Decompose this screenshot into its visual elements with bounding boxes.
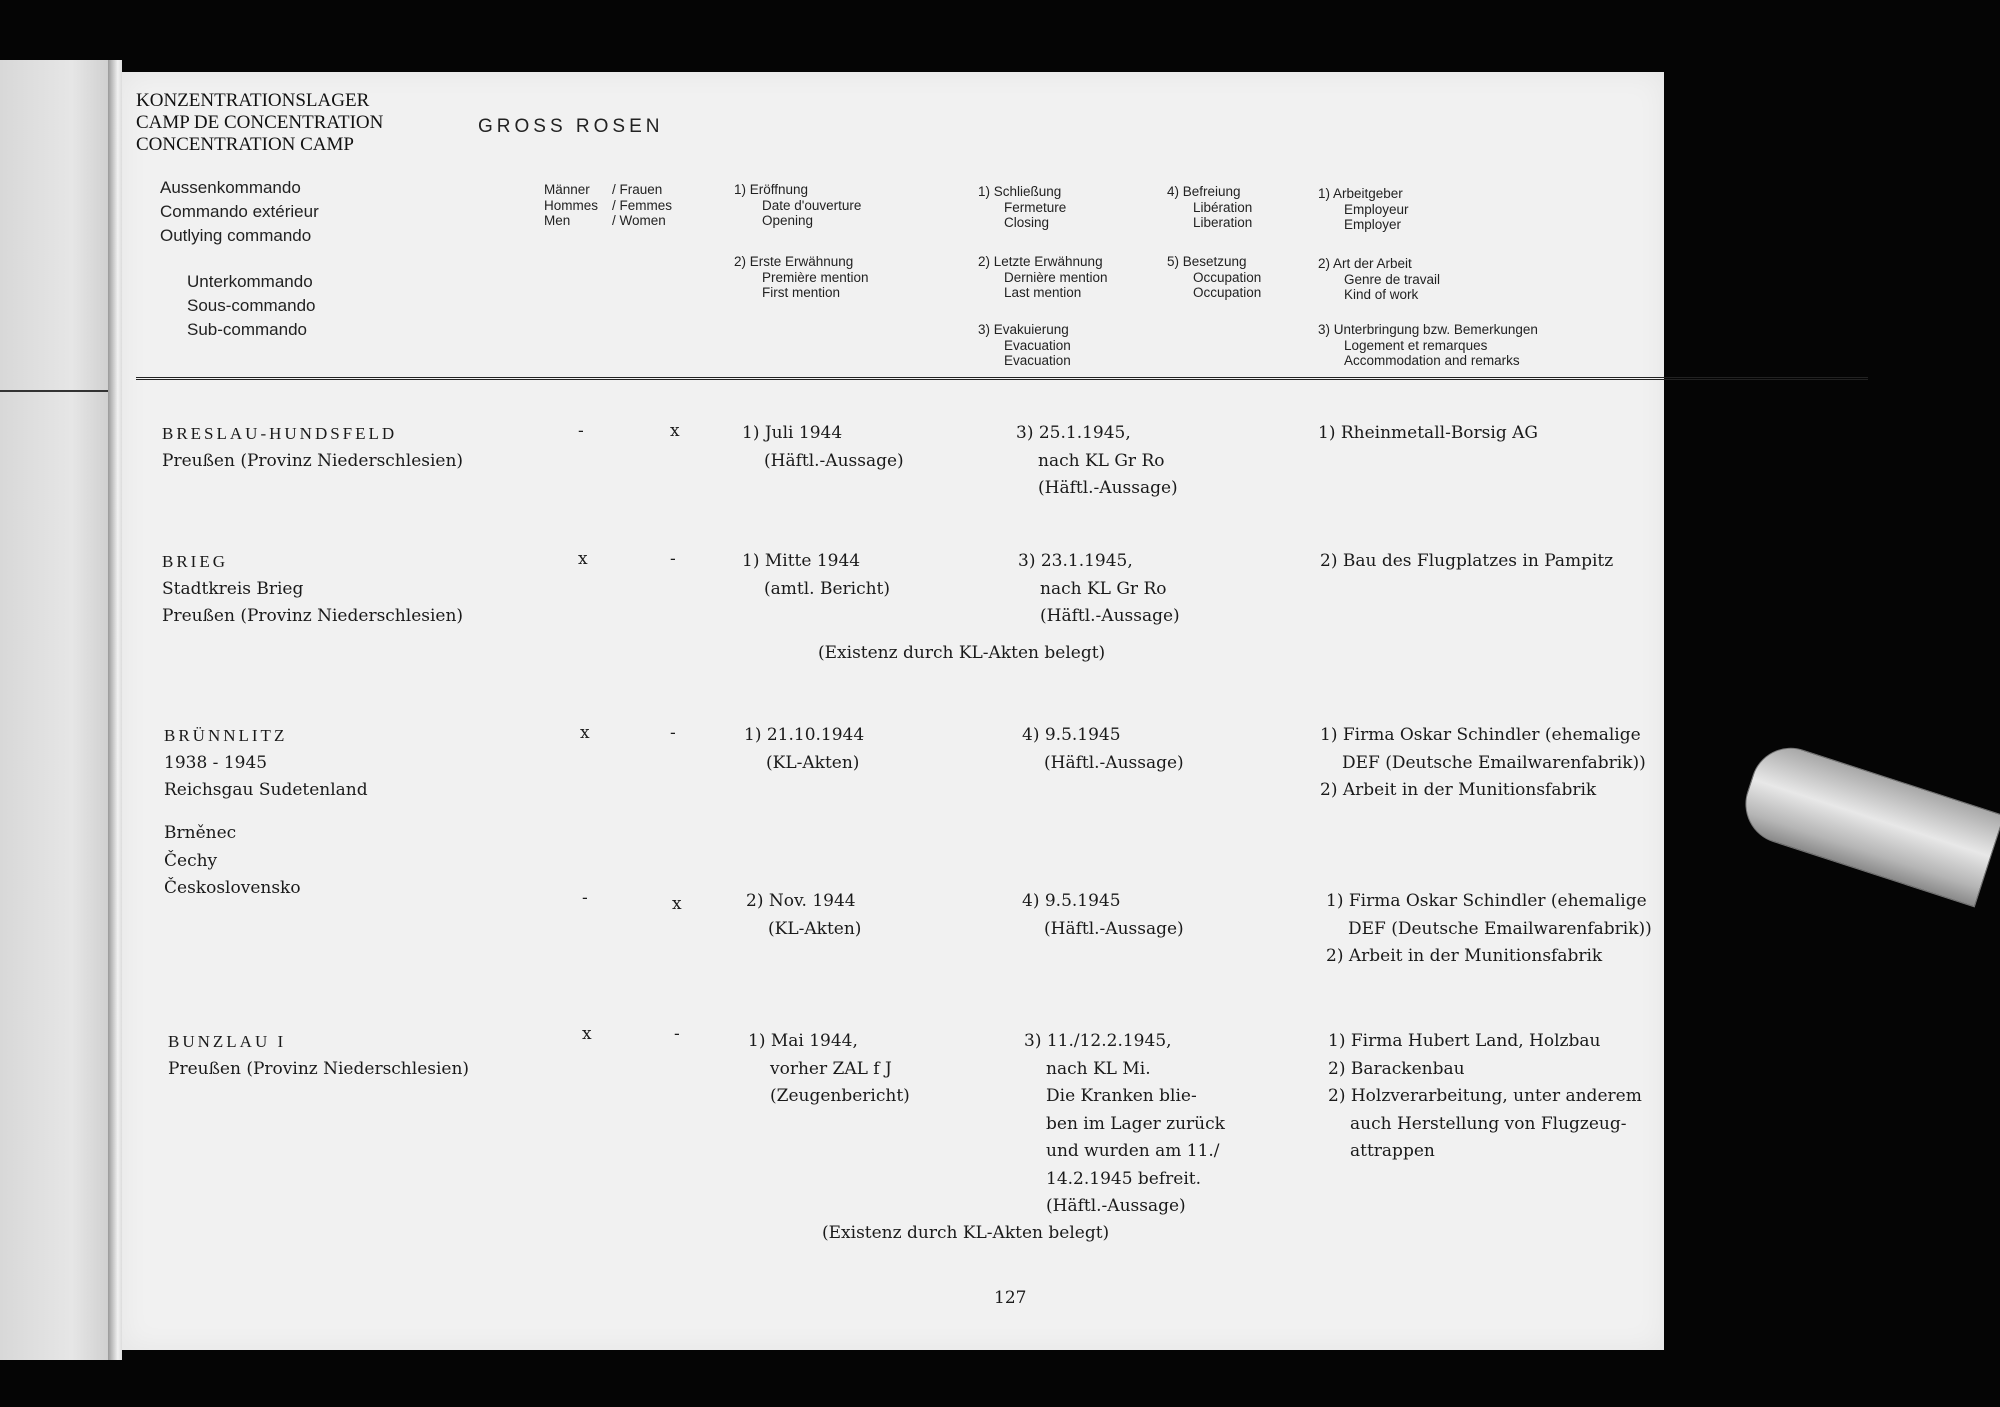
entry-brieg-note: (Existenz durch KL-Akten belegt)	[818, 643, 1106, 663]
occupation-fr: Occupation	[1193, 269, 1262, 285]
entry-bruennlitz-alt-names	[164, 820, 301, 903]
work-line: DEF (Deutsche Emailwarenfabrik))	[1342, 752, 1646, 773]
occupation-en: Occupation	[1193, 285, 1262, 300]
women-fr: / Femmes	[612, 197, 673, 213]
entry-women-mark: -	[670, 549, 676, 569]
opening-line: 1) Mitte 1944	[742, 551, 861, 571]
entry-breslau-opening	[742, 420, 904, 475]
entry-bruennlitz-location	[164, 722, 368, 805]
closing-line: Die Kranken blie-	[1046, 1086, 1197, 1106]
work-line: auch Herstellung von Flugzeug-	[1350, 1113, 1627, 1134]
work-line: 1) Firma Oskar Schindler (ehemalige	[1326, 891, 1647, 911]
work-line: attrappen	[1350, 1141, 1435, 1161]
header-unterkommando	[187, 270, 316, 342]
alt-name: Čechy	[164, 850, 218, 871]
closing-line: 4) 9.5.1945	[1022, 891, 1121, 911]
women-en: / Women	[612, 213, 666, 228]
work-line: 1) Rheinmetall-Borsig AG	[1318, 423, 1538, 443]
entry-breslau-location	[162, 420, 463, 475]
kind-of-work-fr: Genre de travail	[1344, 271, 1441, 287]
entry-women-mark: -	[670, 723, 676, 743]
entry-bruennlitz-opening-1	[744, 722, 864, 777]
entry-region: Preußen (Provinz Niederschlesien)	[168, 1058, 470, 1079]
entry-bunzlau-closing	[1024, 1028, 1225, 1221]
unter-fr: Sous-commando	[187, 296, 316, 315]
entry-name: BRIEG	[162, 552, 228, 571]
entry-men-mark: -	[578, 421, 584, 441]
entry-brieg-closing	[1018, 548, 1180, 631]
employer-fr: Employeur	[1344, 201, 1409, 217]
title-line-en: CONCENTRATION CAMP	[136, 134, 354, 155]
employer-de: 1) Arbeitgeber	[1318, 186, 1403, 201]
closing-line: ben im Lager zurück	[1046, 1113, 1225, 1134]
entry-bunzlau-note: (Existenz durch KL-Akten belegt)	[822, 1223, 1110, 1243]
work-line: 2) Arbeit in der Munitionsfabrik	[1326, 946, 1603, 966]
entry-bruennlitz-closing-2	[1022, 888, 1184, 943]
alt-name: Brněnec	[164, 823, 237, 843]
entry-bruennlitz-opening-2	[746, 888, 861, 943]
header-opening	[734, 182, 861, 229]
last-mention-fr: Dernière mention	[1004, 269, 1108, 285]
entry-bunzlau-location	[168, 1028, 469, 1083]
entry-women-mark: x	[670, 421, 680, 441]
header-occupation	[1167, 254, 1261, 301]
page-number: 127	[994, 1288, 1027, 1308]
closing-line: und wurden am 11./	[1046, 1141, 1220, 1161]
work-line: 2) Holzverarbeitung, unter anderem	[1328, 1086, 1642, 1106]
opening-line: (KL-Akten)	[768, 918, 862, 939]
closing-line: (Häftl.-Aussage)	[1038, 478, 1178, 498]
closing-line: 14.2.1945 befreit.	[1046, 1168, 1202, 1189]
entry-name: BRÜNNLITZ	[164, 726, 288, 745]
entry-women-mark: x	[672, 894, 682, 914]
header-closing	[978, 184, 1066, 231]
liberation-de: 4) Befreiung	[1167, 184, 1241, 199]
opening-line: (Zeugenbericht)	[770, 1086, 910, 1106]
header-evacuation	[978, 322, 1071, 369]
occupation-de: 5) Besetzung	[1167, 254, 1247, 269]
book-binding	[108, 60, 122, 1360]
kind-of-work-en: Kind of work	[1344, 287, 1419, 302]
closing-line: 3) 11./12.2.1945,	[1024, 1031, 1172, 1051]
title-line-de: KONZENTRATIONSLAGER	[136, 90, 370, 111]
liberation-en: Liberation	[1193, 215, 1253, 230]
opening-line: (Häftl.-Aussage)	[764, 450, 904, 471]
entry-brieg-location	[162, 548, 463, 631]
entry-brieg-work	[1320, 548, 1613, 576]
closing-line: nach KL Gr Ro	[1038, 450, 1165, 471]
entry-bruennlitz-work-1	[1320, 722, 1646, 805]
unter-en: Sub-commando	[187, 320, 308, 339]
kind-of-work-de: 2) Art der Arbeit	[1318, 256, 1412, 271]
header-aussenkommando	[160, 176, 319, 248]
closing-line: nach KL Mi.	[1046, 1058, 1151, 1079]
men-en: Men	[544, 213, 571, 228]
men-de: Männer	[544, 182, 590, 197]
entry-men-mark: -	[582, 888, 588, 908]
opening-line: 1) Juli 1944	[742, 423, 843, 443]
entry-brieg-opening	[742, 548, 890, 603]
first-mention-de: 2) Erste Erwähnung	[734, 254, 854, 269]
entry-men-mark: x	[582, 1024, 592, 1044]
evacuation-de: 3) Evakuierung	[978, 322, 1069, 337]
women-de: / Frauen	[612, 182, 663, 197]
header-men	[544, 182, 598, 229]
page-clip	[1735, 737, 2000, 907]
first-mention-fr: Première mention	[762, 269, 869, 285]
unter-de: Unterkommando	[187, 272, 313, 291]
closing-line: 3) 23.1.1945,	[1018, 551, 1133, 571]
header-employer	[1318, 186, 1409, 233]
liberation-fr: Libération	[1193, 199, 1253, 215]
closing-fr: Fermeture	[1004, 199, 1067, 215]
work-line: 2) Bau des Flugplatzes in Pampitz	[1320, 551, 1614, 571]
header-divider	[136, 377, 1868, 380]
entry-breslau-closing	[1016, 420, 1178, 503]
employer-en: Employer	[1344, 217, 1402, 232]
entry-city: Stadtkreis Brieg	[162, 578, 304, 599]
closing-line: (Häftl.-Aussage)	[1046, 1196, 1186, 1216]
entry-men-mark: x	[578, 549, 588, 569]
aussen-en: Outlying commando	[160, 226, 312, 245]
opening-line: vorher ZAL f J	[770, 1058, 892, 1079]
last-mention-en: Last mention	[1004, 285, 1082, 300]
closing-line: 3) 25.1.1945,	[1016, 423, 1131, 443]
entry-bunzlau-work	[1328, 1028, 1642, 1166]
entry-bruennlitz-work-2	[1326, 888, 1652, 971]
accommodation-de: 3) Unterbringung bzw. Bemerkungen	[1318, 322, 1538, 337]
entry-bruennlitz-closing-1	[1022, 722, 1184, 777]
work-line: 2) Barackenbau	[1328, 1058, 1465, 1079]
closing-en: Closing	[1004, 215, 1050, 230]
left-page-rule	[0, 390, 110, 392]
header-last-mention	[978, 254, 1108, 301]
closing-line: (Häftl.-Aussage)	[1044, 752, 1184, 773]
header-kind-of-work	[1318, 256, 1440, 303]
entry-name: BUNZLAU I	[168, 1032, 287, 1051]
evacuation-fr: Evacuation	[1004, 337, 1071, 353]
accommodation-fr: Logement et remarques	[1344, 337, 1488, 353]
opening-de: 1) Eröffnung	[734, 182, 809, 197]
opening-line: (KL-Akten)	[766, 752, 860, 773]
header-accommodation	[1318, 322, 1538, 369]
closing-de: 1) Schließung	[978, 184, 1062, 199]
work-line: DEF (Deutsche Emailwarenfabrik))	[1348, 918, 1652, 939]
page-title-block	[136, 90, 383, 156]
header-first-mention	[734, 254, 869, 301]
entry-name: BRESLAU-HUNDSFELD	[162, 424, 398, 443]
closing-line: (Häftl.-Aussage)	[1040, 606, 1180, 626]
aussen-fr: Commando extérieur	[160, 202, 319, 221]
first-mention-en: First mention	[762, 285, 841, 300]
entry-women-mark: -	[674, 1024, 680, 1044]
entry-years: 1938 - 1945	[164, 752, 268, 773]
closing-line: (Häftl.-Aussage)	[1044, 918, 1184, 939]
entry-region: Preußen (Provinz Niederschlesien)	[162, 606, 464, 626]
opening-line: 1) 21.10.1944	[744, 725, 865, 745]
header-women	[612, 182, 672, 229]
opening-line: 1) Mai 1944,	[748, 1031, 858, 1051]
last-mention-de: 2) Letzte Erwähnung	[978, 254, 1103, 269]
work-line: 1) Firma Hubert Land, Holzbau	[1328, 1031, 1601, 1051]
entry-region: Reichsgau Sudetenland	[164, 780, 368, 800]
left-facing-page	[0, 60, 120, 1360]
evacuation-en: Evacuation	[1004, 353, 1071, 368]
entry-region: Preußen (Provinz Niederschlesien)	[162, 450, 464, 471]
accommodation-en: Accommodation and remarks	[1344, 353, 1520, 368]
work-line: 1) Firma Oskar Schindler (ehemalige	[1320, 725, 1641, 745]
opening-fr: Date d'ouverture	[762, 197, 862, 213]
closing-line: nach KL Gr Ro	[1040, 578, 1167, 599]
opening-en: Opening	[762, 213, 814, 228]
closing-line: 4) 9.5.1945	[1022, 725, 1121, 745]
men-fr: Hommes	[544, 197, 599, 213]
aussen-de: Aussenkommando	[160, 178, 301, 197]
alt-name: Československo	[164, 878, 301, 898]
work-line: 2) Arbeit in der Munitionsfabrik	[1320, 780, 1597, 800]
opening-line: 2) Nov. 1944	[746, 891, 856, 911]
camp-name: GROSS ROSEN	[478, 116, 664, 137]
entry-breslau-work	[1318, 420, 1538, 448]
entry-men-mark: x	[580, 723, 590, 743]
header-liberation	[1167, 184, 1252, 231]
entry-bunzlau-opening	[748, 1028, 910, 1111]
opening-line: (amtl. Bericht)	[764, 578, 891, 599]
document-page	[122, 72, 1664, 1350]
title-line-fr: CAMP DE CONCENTRATION	[136, 112, 384, 133]
